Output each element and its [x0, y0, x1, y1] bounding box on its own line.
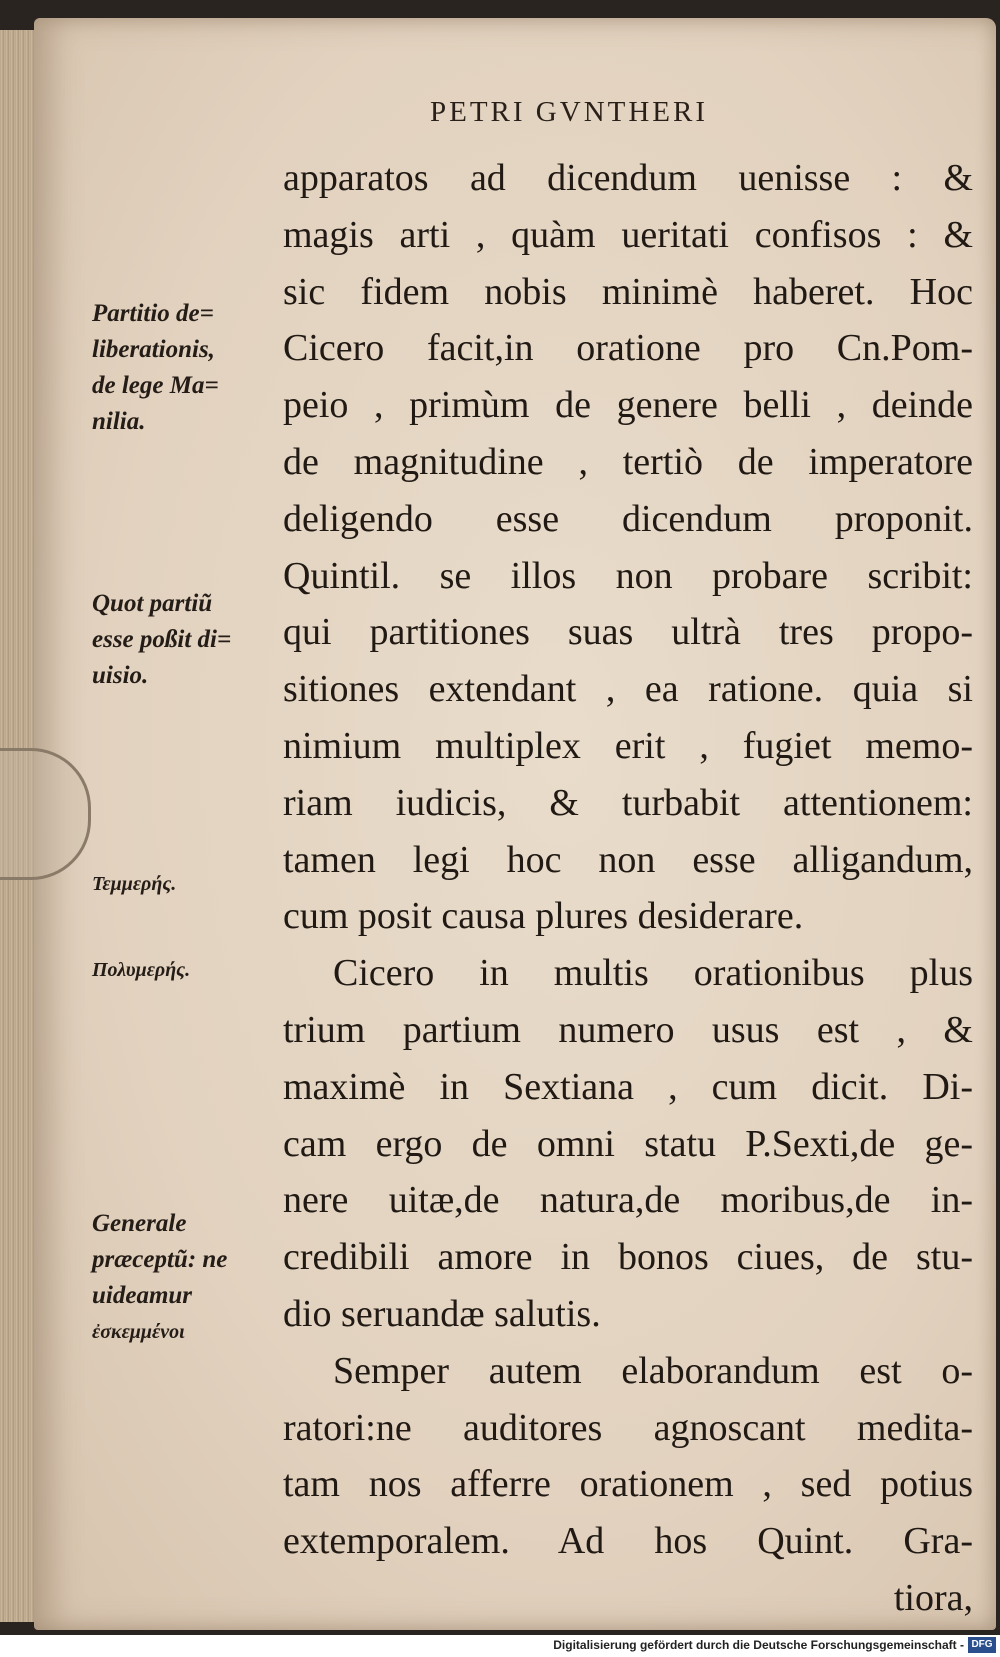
margin-note-line: Quot partiũ: [92, 590, 213, 617]
margin-note-line: uisio.: [92, 662, 149, 689]
margin-note-line: esse poßit di=: [92, 626, 232, 653]
text-line: tamen legi hoc non esse alligandum,: [283, 838, 973, 881]
margin-note-generale: [92, 1206, 282, 1350]
text-line: deligendo esse dicendum proponit.: [283, 497, 973, 540]
text-line: qui partitiones suas ultrà tres propo-: [283, 611, 973, 654]
margin-note-line: nilia.: [92, 408, 146, 435]
text-line: maximè in Sextiana , cum dicit. Di-: [283, 1065, 973, 1108]
text-line: magis arti , quàm ueritati confisos : &: [283, 213, 973, 256]
margin-note-line: ἐσκεμμένοι: [92, 1321, 185, 1343]
text-line: riam iudicis, & turbabit attentionem:: [283, 781, 973, 824]
text-line: credibili amore in bonos ciues, de stu-: [283, 1236, 973, 1279]
margin-note-line: Generale: [92, 1210, 187, 1237]
margin-note-line: Partitio de=: [92, 300, 214, 327]
text-line: Cicero in multis orationibus plus: [333, 952, 973, 995]
margin-note-greek-2: [92, 952, 282, 988]
text-line: tam nos afferre orationem , sed potius: [283, 1463, 973, 1506]
text-line: trium partium numero usus est , &: [283, 1008, 973, 1051]
text-line: sic fidem nobis minimè haberet. Hoc: [283, 270, 973, 313]
margin-note-line: præceptũ: ne: [92, 1246, 228, 1273]
running-title: PETRI GVNTHERI: [430, 96, 709, 128]
text-line: Cicero facit,in oratione pro Cn.Pom-: [283, 327, 973, 370]
text-line: cam ergo de omni statu P.Sexti,de ge-: [283, 1122, 973, 1165]
main-text-block: [283, 150, 973, 1627]
text-line: peio , primùm de genere belli , deinde: [283, 384, 973, 427]
text-line: dio seruandæ salutis.: [283, 1292, 601, 1335]
funding-credit: Digitalisierung gefördert durch die Deutsche Forschungsgemeinschaft -: [553, 1638, 964, 1652]
margin-note-line: liberationis,: [92, 336, 215, 363]
text-line: cum posit causa plures desiderare.: [283, 895, 804, 938]
dfg-logo: DFG: [968, 1637, 996, 1653]
margin-note-quot-partium: [92, 586, 282, 694]
text-line: sitiones extendant , ea ratione. quia si: [283, 668, 973, 711]
text-line: apparatos ad dicendum uenisse : &: [283, 157, 973, 199]
text-line: tiora,: [893, 1576, 973, 1619]
margin-note-partitio: [92, 296, 282, 440]
text-line: ratori:ne auditores agnoscant medita-: [283, 1406, 973, 1449]
text-line: nere uitæ,de natura,de moribus,de in-: [283, 1179, 973, 1222]
text-line: de magnitudine , tertiò de imperatore: [283, 440, 973, 483]
text-line: Quintil. se illos non probare scribit:: [283, 554, 973, 597]
text-line: nimium multiplex erit , fugiet memo-: [283, 724, 973, 767]
text-line: Semper autem elaborandum est o-: [333, 1349, 973, 1392]
text-line: extemporalem. Ad hos Quint. Gra-: [283, 1520, 973, 1563]
margin-note-greek-1: [92, 866, 282, 902]
margin-note-line: Πολυμερής.: [92, 959, 191, 981]
margin-note-line: de lege Ma=: [92, 372, 219, 399]
margin-note-line: uideamur: [92, 1282, 193, 1309]
margin-note-line: Τεμμερής.: [92, 873, 177, 895]
